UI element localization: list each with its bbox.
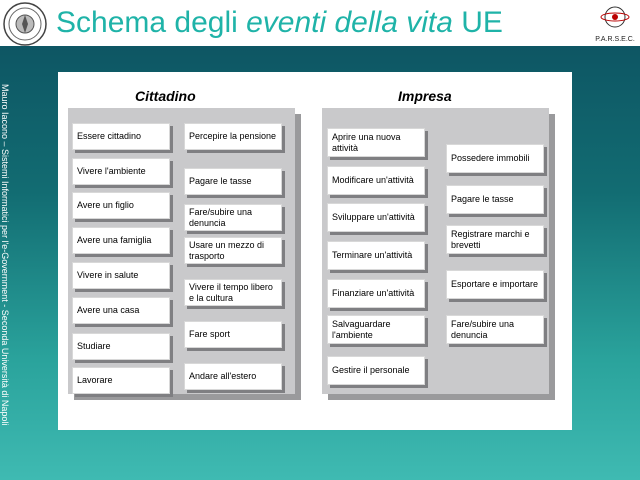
cittadino-right-item: Fare sport [184, 321, 282, 348]
impresa-left-item: Finanziare un'attività [327, 279, 425, 308]
impresa-right-item: Registrare marchi e brevetti [446, 225, 544, 254]
cittadino-right-item: Vivere il tempo libero e la cultura [184, 279, 282, 306]
slide-title: Schema degli eventi della vita UE [56, 6, 503, 39]
impresa-right-item: Possedere immobili [446, 144, 544, 173]
diagram-panel [58, 72, 572, 430]
university-seal-logo [2, 1, 48, 47]
cittadino-right-item: Andare all'estero [184, 363, 282, 390]
side-credit-text: Mauro Iacono – Sistemi Informatici per l'e-Government - Seconda Università di Napoli [0, 84, 10, 426]
cittadino-left-item: Vivere l'ambiente [72, 158, 170, 185]
cittadino-left-item: Avere una casa [72, 297, 170, 324]
cittadino-title: Cittadino [135, 88, 196, 104]
cittadino-left-item: Avere un figlio [72, 192, 170, 219]
impresa-title: Impresa [398, 88, 452, 104]
cittadino-left-item: Lavorare [72, 367, 170, 394]
impresa-left-item: Aprire una nuova attività [327, 128, 425, 157]
svg-text:P.A.R.S.E.C.: P.A.R.S.E.C. [595, 36, 635, 43]
impresa-left-item: Sviluppare un'attività [327, 203, 425, 232]
parsec-logo [592, 1, 638, 47]
impresa-left-item: Salvaguardare l'ambiente [327, 315, 425, 344]
impresa-left-item: Modificare un'attività [327, 166, 425, 195]
cittadino-left-item: Vivere in salute [72, 262, 170, 289]
cittadino-right-item: Percepire la pensione [184, 123, 282, 150]
impresa-right-item: Esportare e importare [446, 270, 544, 299]
impresa-right-item: Fare/subire una denuncia [446, 315, 544, 344]
impresa-left-item: Gestire il personale [327, 356, 425, 385]
cittadino-right-item: Usare un mezzo di trasporto [184, 237, 282, 264]
cittadino-right-item: Pagare le tasse [184, 168, 282, 195]
side-credit [0, 84, 18, 454]
cittadino-left-item: Studiare [72, 333, 170, 360]
cittadino-left-item: Avere una famiglia [72, 227, 170, 254]
impresa-left-item: Terminare un'attività [327, 241, 425, 270]
cittadino-right-item: Fare/subire una denuncia [184, 204, 282, 231]
cittadino-left-item: Essere cittadino [72, 123, 170, 150]
impresa-right-item: Pagare le tasse [446, 185, 544, 214]
